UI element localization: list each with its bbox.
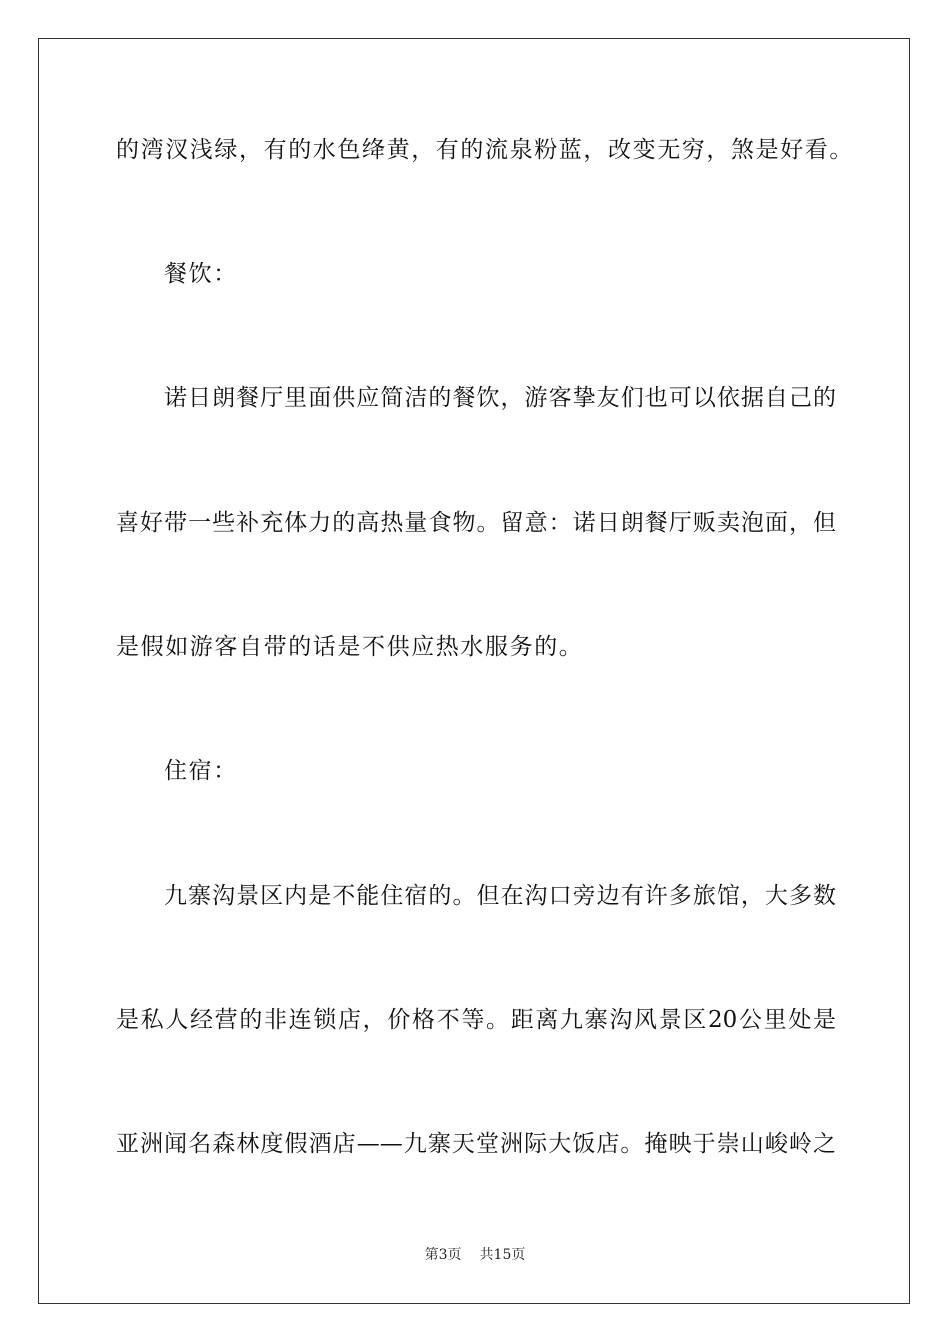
page-total: 共15页	[479, 1247, 526, 1263]
paragraph-line: 诺日朗餐厅里面供应简洁的餐饮，游客挚友们也可以依据自己的	[164, 385, 836, 411]
page-border	[38, 38, 910, 1304]
paragraph-line: 是假如游客自带的话是不供应热水服务的。	[116, 634, 584, 660]
paragraph-line: 是私人经营的非连锁店，价格不等。距离九寨沟风景区20公里处是	[116, 1007, 836, 1033]
page-number: 第3页	[424, 1247, 462, 1263]
paragraph-line: 喜好带一些补充体力的高热量食物。留意：诺日朗餐厅贩卖泡面，但	[116, 510, 836, 536]
paragraph-line: 亚洲闻名森林度假酒店——九寨天堂洲际大饭店。掩映于崇山峻岭之	[116, 1131, 836, 1157]
section-heading-dining: 餐饮：	[164, 261, 238, 287]
page-footer	[0, 1246, 950, 1264]
paragraph-line: 九寨沟景区内是不能住宿的。但在沟口旁边有许多旅馆，大多数	[164, 883, 836, 909]
text-line: 的湾汊浅绿，有的水色绛黄，有的流泉粉蓝，改变无穷，煞是好看。	[116, 137, 854, 163]
section-heading-lodging: 住宿：	[164, 758, 238, 784]
